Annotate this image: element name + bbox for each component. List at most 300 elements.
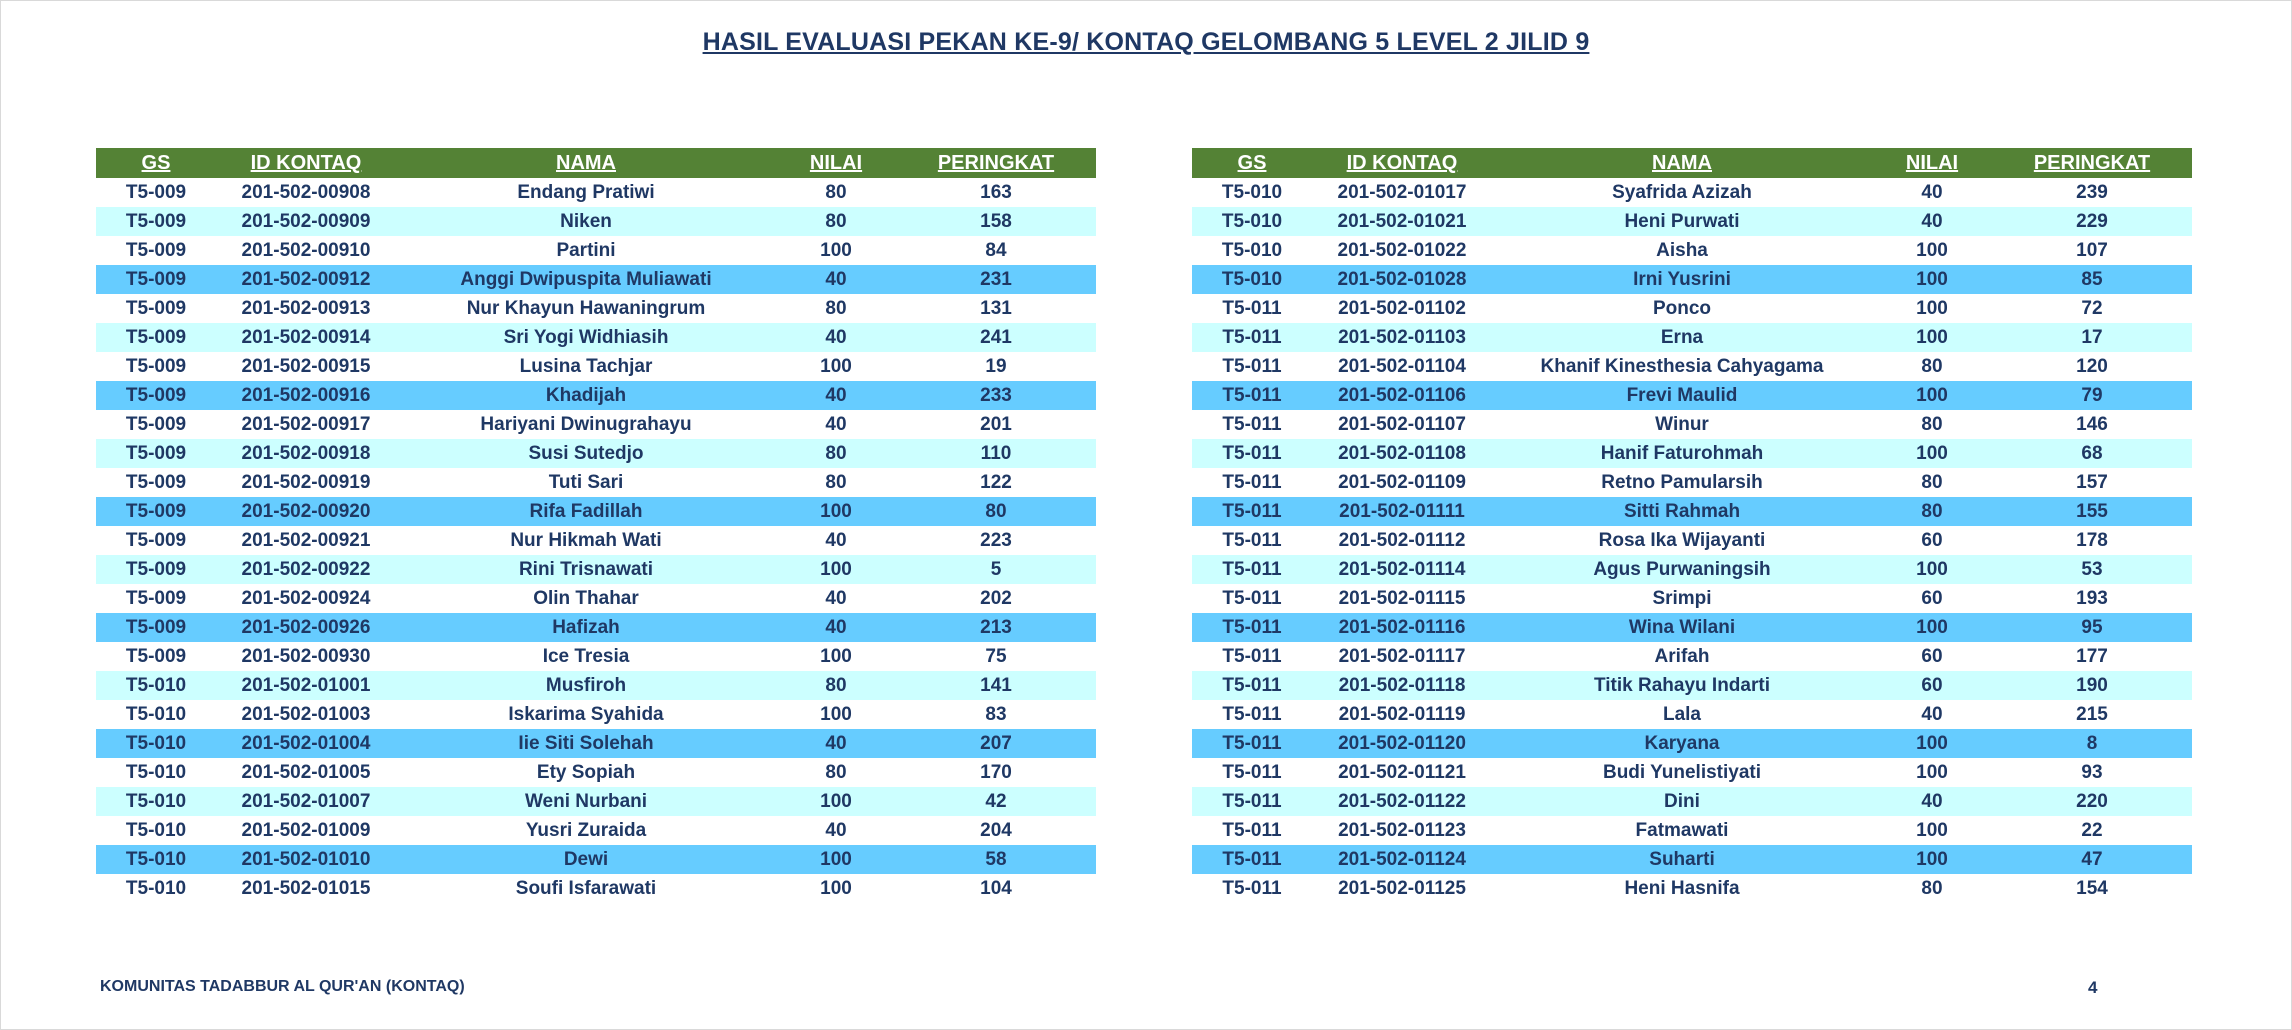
- table-row: [1192, 700, 2192, 729]
- cell-peringkat: 47: [1992, 845, 2192, 874]
- cell-id-kontaq: 201-502-00917: [216, 410, 396, 439]
- cell-nilai: 100: [1872, 381, 1992, 410]
- cell-nama: Yusri Zuraida: [396, 816, 776, 845]
- cell-peringkat: 207: [896, 729, 1096, 758]
- cell-nilai: 100: [1872, 555, 1992, 584]
- table-row: [96, 439, 1096, 468]
- cell-id-kontaq: 201-502-00924: [216, 584, 396, 613]
- cell-nama: Hariyani Dwinugrahayu: [396, 410, 776, 439]
- cell-gs: T5-011: [1192, 381, 1312, 410]
- cell-gs: T5-010: [96, 671, 216, 700]
- cell-gs: T5-011: [1192, 294, 1312, 323]
- cell-id-kontaq: 201-502-00910: [216, 236, 396, 265]
- table-header-row: [1192, 148, 2192, 178]
- cell-peringkat: 110: [896, 439, 1096, 468]
- cell-nilai: 80: [776, 439, 896, 468]
- table-row: [1192, 497, 2192, 526]
- cell-id-kontaq: 201-502-01103: [1312, 323, 1492, 352]
- cell-nama: Ice Tresia: [396, 642, 776, 671]
- cell-nama: Suharti: [1492, 845, 1872, 874]
- cell-nilai: 80: [1872, 874, 1992, 903]
- cell-id-kontaq: 201-502-01007: [216, 787, 396, 816]
- footer-page-number: 4: [2088, 978, 2098, 997]
- cell-peringkat: 193: [1992, 584, 2192, 613]
- cell-nilai: 80: [1872, 497, 1992, 526]
- cell-nama: Endang Pratiwi: [396, 178, 776, 207]
- cell-gs: T5-010: [96, 816, 216, 845]
- cell-peringkat: 58: [896, 845, 1096, 874]
- cell-nama: Sitti Rahmah: [1492, 497, 1872, 526]
- cell-id-kontaq: 201-502-01106: [1312, 381, 1492, 410]
- table-body: [1192, 178, 2192, 903]
- cell-id-kontaq: 201-502-01003: [216, 700, 396, 729]
- table-row: [96, 236, 1096, 265]
- cell-peringkat: 83: [896, 700, 1096, 729]
- table-row: [96, 178, 1096, 207]
- cell-nama: Irni Yusrini: [1492, 265, 1872, 294]
- cell-id-kontaq: 201-502-00921: [216, 526, 396, 555]
- table-row: [1192, 729, 2192, 758]
- cell-nilai: 80: [1872, 468, 1992, 497]
- cell-nilai: 100: [1872, 439, 1992, 468]
- cell-peringkat: 104: [896, 874, 1096, 903]
- cell-gs: T5-010: [96, 787, 216, 816]
- cell-peringkat: 241: [896, 323, 1096, 352]
- cell-nilai: 100: [776, 700, 896, 729]
- cell-gs: T5-009: [96, 265, 216, 294]
- cell-gs: T5-009: [96, 468, 216, 497]
- cell-nilai: 100: [1872, 236, 1992, 265]
- cell-gs: T5-011: [1192, 642, 1312, 671]
- cell-gs: T5-009: [96, 613, 216, 642]
- table-row: [96, 671, 1096, 700]
- cell-nama: Titik Rahayu Indarti: [1492, 671, 1872, 700]
- cell-nilai: 100: [1872, 729, 1992, 758]
- cell-nilai: 100: [776, 555, 896, 584]
- cell-nilai: 40: [776, 265, 896, 294]
- cell-id-kontaq: 201-502-01116: [1312, 613, 1492, 642]
- cell-id-kontaq: 201-502-01114: [1312, 555, 1492, 584]
- cell-nilai: 100: [776, 236, 896, 265]
- cell-peringkat: 170: [896, 758, 1096, 787]
- table-row: [96, 410, 1096, 439]
- cell-peringkat: 202: [896, 584, 1096, 613]
- cell-peringkat: 79: [1992, 381, 2192, 410]
- cell-peringkat: 178: [1992, 526, 2192, 555]
- cell-peringkat: 93: [1992, 758, 2192, 787]
- table-row: [96, 787, 1096, 816]
- cell-gs: T5-009: [96, 294, 216, 323]
- cell-id-kontaq: 201-502-01010: [216, 845, 396, 874]
- cell-nama: Syafrida Azizah: [1492, 178, 1872, 207]
- cell-peringkat: 122: [896, 468, 1096, 497]
- cell-peringkat: 53: [1992, 555, 2192, 584]
- cell-gs: T5-011: [1192, 758, 1312, 787]
- column-header-gs: GS: [96, 148, 216, 178]
- cell-gs: T5-011: [1192, 439, 1312, 468]
- cell-gs: T5-011: [1192, 700, 1312, 729]
- table-row: [96, 555, 1096, 584]
- cell-id-kontaq: 201-502-01111: [1312, 497, 1492, 526]
- cell-gs: T5-009: [96, 526, 216, 555]
- cell-id-kontaq: 201-502-00913: [216, 294, 396, 323]
- table-row: [96, 497, 1096, 526]
- cell-nilai: 80: [776, 178, 896, 207]
- table-row: [1192, 845, 2192, 874]
- cell-peringkat: 157: [1992, 468, 2192, 497]
- cell-nama: Tuti Sari: [396, 468, 776, 497]
- table-row: [1192, 816, 2192, 845]
- cell-gs: T5-009: [96, 178, 216, 207]
- cell-peringkat: 120: [1992, 352, 2192, 381]
- cell-gs: T5-011: [1192, 555, 1312, 584]
- cell-nilai: 40: [776, 584, 896, 613]
- cell-gs: T5-011: [1192, 410, 1312, 439]
- cell-id-kontaq: 201-502-00916: [216, 381, 396, 410]
- column-header-nama: NAMA: [1492, 148, 1872, 178]
- cell-gs: T5-010: [96, 845, 216, 874]
- footer-organization: KOMUNITAS TADABBUR AL QUR'AN (KONTAQ): [100, 978, 465, 995]
- cell-id-kontaq: 201-502-01015: [216, 874, 396, 903]
- cell-gs: T5-011: [1192, 526, 1312, 555]
- cell-gs: T5-009: [96, 642, 216, 671]
- table-row: [96, 584, 1096, 613]
- cell-nama: Dewi: [396, 845, 776, 874]
- cell-gs: T5-010: [96, 729, 216, 758]
- cell-gs: T5-009: [96, 584, 216, 613]
- table-row: [1192, 642, 2192, 671]
- cell-peringkat: 155: [1992, 497, 2192, 526]
- cell-nama: Khadijah: [396, 381, 776, 410]
- table-row: [1192, 584, 2192, 613]
- cell-id-kontaq: 201-502-00926: [216, 613, 396, 642]
- cell-gs: T5-009: [96, 236, 216, 265]
- cell-nama: Erna: [1492, 323, 1872, 352]
- table-row: [96, 729, 1096, 758]
- cell-nama: Olin Thahar: [396, 584, 776, 613]
- cell-peringkat: 154: [1992, 874, 2192, 903]
- cell-nama: Susi Sutedjo: [396, 439, 776, 468]
- cell-gs: T5-010: [1192, 265, 1312, 294]
- cell-peringkat: 42: [896, 787, 1096, 816]
- cell-nama: Rifa Fadillah: [396, 497, 776, 526]
- cell-peringkat: 239: [1992, 178, 2192, 207]
- cell-nilai: 40: [776, 526, 896, 555]
- table-row: [1192, 787, 2192, 816]
- table-row: [96, 758, 1096, 787]
- cell-nama: Weni Nurbani: [396, 787, 776, 816]
- cell-nilai: 60: [1872, 671, 1992, 700]
- table-row: [96, 613, 1096, 642]
- cell-nama: Niken: [396, 207, 776, 236]
- cell-nilai: 80: [1872, 352, 1992, 381]
- cell-peringkat: 75: [896, 642, 1096, 671]
- cell-id-kontaq: 201-502-01021: [1312, 207, 1492, 236]
- cell-nama: Heni Hasnifa: [1492, 874, 1872, 903]
- cell-nilai: 40: [776, 613, 896, 642]
- cell-gs: T5-009: [96, 323, 216, 352]
- table-row: [96, 700, 1096, 729]
- cell-nama: Retno Pamularsih: [1492, 468, 1872, 497]
- cell-peringkat: 177: [1992, 642, 2192, 671]
- cell-gs: T5-011: [1192, 584, 1312, 613]
- cell-id-kontaq: 201-502-01022: [1312, 236, 1492, 265]
- table-row: [1192, 613, 2192, 642]
- cell-id-kontaq: 201-502-01120: [1312, 729, 1492, 758]
- cell-id-kontaq: 201-502-00908: [216, 178, 396, 207]
- cell-peringkat: 229: [1992, 207, 2192, 236]
- cell-id-kontaq: 201-502-00912: [216, 265, 396, 294]
- column-header-id-kontaq: ID KONTAQ: [1312, 148, 1492, 178]
- cell-nama: Heni Purwati: [1492, 207, 1872, 236]
- cell-id-kontaq: 201-502-00930: [216, 642, 396, 671]
- cell-peringkat: 141: [896, 671, 1096, 700]
- cell-nama: Nur Khayun Hawaningrum: [396, 294, 776, 323]
- table-row: [96, 874, 1096, 903]
- cell-gs: T5-009: [96, 410, 216, 439]
- column-header-peringkat: PERINGKAT: [1992, 148, 2192, 178]
- cell-nama: Ponco: [1492, 294, 1872, 323]
- cell-nama: Dini: [1492, 787, 1872, 816]
- cell-nilai: 100: [1872, 758, 1992, 787]
- table-row: [1192, 236, 2192, 265]
- cell-peringkat: 5: [896, 555, 1096, 584]
- cell-gs: T5-011: [1192, 845, 1312, 874]
- table-row: [96, 845, 1096, 874]
- cell-nama: Nur Hikmah Wati: [396, 526, 776, 555]
- cell-gs: T5-011: [1192, 323, 1312, 352]
- cell-peringkat: 84: [896, 236, 1096, 265]
- cell-nilai: 40: [1872, 787, 1992, 816]
- cell-nilai: 40: [776, 729, 896, 758]
- cell-nilai: 100: [1872, 323, 1992, 352]
- cell-nama: Lala: [1492, 700, 1872, 729]
- table-row: [1192, 323, 2192, 352]
- cell-id-kontaq: 201-502-01104: [1312, 352, 1492, 381]
- cell-nilai: 60: [1872, 584, 1992, 613]
- cell-id-kontaq: 201-502-01122: [1312, 787, 1492, 816]
- cell-peringkat: 68: [1992, 439, 2192, 468]
- cell-gs: T5-009: [96, 497, 216, 526]
- cell-peringkat: 85: [1992, 265, 2192, 294]
- cell-gs: T5-010: [1192, 178, 1312, 207]
- cell-id-kontaq: 201-502-01125: [1312, 874, 1492, 903]
- cell-nilai: 100: [776, 787, 896, 816]
- cell-gs: T5-009: [96, 555, 216, 584]
- cell-nama: Soufi Isfarawati: [396, 874, 776, 903]
- table-row: [1192, 410, 2192, 439]
- cell-id-kontaq: 201-502-01119: [1312, 700, 1492, 729]
- table-row: [1192, 381, 2192, 410]
- cell-gs: T5-011: [1192, 352, 1312, 381]
- cell-gs: T5-009: [96, 381, 216, 410]
- cell-id-kontaq: 201-502-01109: [1312, 468, 1492, 497]
- table-row: [96, 352, 1096, 381]
- results-table-left: [96, 148, 1096, 903]
- cell-id-kontaq: 201-502-01123: [1312, 816, 1492, 845]
- table-row: [96, 323, 1096, 352]
- cell-id-kontaq: 201-502-01028: [1312, 265, 1492, 294]
- cell-nilai: 100: [1872, 845, 1992, 874]
- cell-gs: T5-010: [96, 700, 216, 729]
- cell-nilai: 80: [776, 468, 896, 497]
- cell-nama: Iie Siti Solehah: [396, 729, 776, 758]
- cell-peringkat: 8: [1992, 729, 2192, 758]
- table-row: [96, 294, 1096, 323]
- cell-gs: T5-011: [1192, 787, 1312, 816]
- cell-peringkat: 190: [1992, 671, 2192, 700]
- table-row: [96, 265, 1096, 294]
- cell-id-kontaq: 201-502-01112: [1312, 526, 1492, 555]
- cell-gs: T5-011: [1192, 613, 1312, 642]
- table-body: [96, 178, 1096, 903]
- cell-peringkat: 131: [896, 294, 1096, 323]
- table-row: [96, 381, 1096, 410]
- cell-id-kontaq: 201-502-00922: [216, 555, 396, 584]
- cell-nilai: 100: [1872, 294, 1992, 323]
- cell-nama: Lusina Tachjar: [396, 352, 776, 381]
- cell-nilai: 80: [776, 671, 896, 700]
- cell-id-kontaq: 201-502-01102: [1312, 294, 1492, 323]
- cell-nilai: 40: [776, 816, 896, 845]
- cell-nama: Hafizah: [396, 613, 776, 642]
- cell-nilai: 100: [776, 352, 896, 381]
- cell-nama: Hanif Faturohmah: [1492, 439, 1872, 468]
- cell-nilai: 40: [776, 323, 896, 352]
- cell-peringkat: 201: [896, 410, 1096, 439]
- cell-gs: T5-009: [96, 207, 216, 236]
- cell-nama: Rosa Ika Wijayanti: [1492, 526, 1872, 555]
- cell-peringkat: 163: [896, 178, 1096, 207]
- column-header-peringkat: PERINGKAT: [896, 148, 1096, 178]
- cell-id-kontaq: 201-502-01117: [1312, 642, 1492, 671]
- cell-gs: T5-011: [1192, 497, 1312, 526]
- cell-nilai: 100: [776, 845, 896, 874]
- cell-id-kontaq: 201-502-01005: [216, 758, 396, 787]
- column-header-nilai: NILAI: [1872, 148, 1992, 178]
- cell-peringkat: 107: [1992, 236, 2192, 265]
- table-row: [1192, 439, 2192, 468]
- results-table-right: [1192, 148, 2192, 903]
- cell-nama: Anggi Dwipuspita Muliawati: [396, 265, 776, 294]
- cell-nilai: 100: [776, 642, 896, 671]
- table-row: [1192, 555, 2192, 584]
- cell-nama: Musfiroh: [396, 671, 776, 700]
- cell-nilai: 40: [776, 381, 896, 410]
- table-row: [96, 816, 1096, 845]
- cell-peringkat: 231: [896, 265, 1096, 294]
- cell-nilai: 60: [1872, 642, 1992, 671]
- cell-nama: Fatmawati: [1492, 816, 1872, 845]
- cell-id-kontaq: 201-502-01115: [1312, 584, 1492, 613]
- cell-nilai: 100: [776, 874, 896, 903]
- cell-gs: T5-011: [1192, 816, 1312, 845]
- table-row: [96, 468, 1096, 497]
- cell-nilai: 80: [776, 207, 896, 236]
- column-header-nama: NAMA: [396, 148, 776, 178]
- column-header-id-kontaq: ID KONTAQ: [216, 148, 396, 178]
- table-row: [1192, 178, 2192, 207]
- cell-nilai: 100: [776, 497, 896, 526]
- cell-nama: Partini: [396, 236, 776, 265]
- cell-gs: T5-010: [1192, 236, 1312, 265]
- table-row: [1192, 352, 2192, 381]
- cell-id-kontaq: 201-502-00919: [216, 468, 396, 497]
- page-title: HASIL EVALUASI PEKAN KE-9/ KONTAQ GELOMBANG 5 LEVEL 2 JILID 9: [702, 28, 1590, 56]
- table-row: [1192, 526, 2192, 555]
- cell-peringkat: 146: [1992, 410, 2192, 439]
- cell-nilai: 80: [776, 294, 896, 323]
- cell-peringkat: 17: [1992, 323, 2192, 352]
- cell-peringkat: 22: [1992, 816, 2192, 845]
- cell-id-kontaq: 201-502-01107: [1312, 410, 1492, 439]
- cell-nilai: 100: [1872, 613, 1992, 642]
- column-header-gs: GS: [1192, 148, 1312, 178]
- cell-peringkat: 223: [896, 526, 1096, 555]
- cell-peringkat: 95: [1992, 613, 2192, 642]
- cell-nilai: 80: [776, 758, 896, 787]
- column-header-nilai: NILAI: [776, 148, 896, 178]
- cell-peringkat: 213: [896, 613, 1096, 642]
- cell-peringkat: 80: [896, 497, 1096, 526]
- table-row: [96, 207, 1096, 236]
- cell-nama: Khanif Kinesthesia Cahyagama: [1492, 352, 1872, 381]
- cell-id-kontaq: 201-502-00909: [216, 207, 396, 236]
- cell-nama: Wina Wilani: [1492, 613, 1872, 642]
- cell-peringkat: 215: [1992, 700, 2192, 729]
- cell-nama: Iskarima Syahida: [396, 700, 776, 729]
- table-row: [1192, 874, 2192, 903]
- cell-nilai: 100: [1872, 816, 1992, 845]
- table-row: [1192, 468, 2192, 497]
- cell-nilai: 40: [776, 410, 896, 439]
- cell-peringkat: 72: [1992, 294, 2192, 323]
- table-header-row: [96, 148, 1096, 178]
- cell-id-kontaq: 201-502-00915: [216, 352, 396, 381]
- cell-id-kontaq: 201-502-01001: [216, 671, 396, 700]
- cell-nilai: 60: [1872, 526, 1992, 555]
- cell-gs: T5-010: [1192, 207, 1312, 236]
- table-row: [96, 526, 1096, 555]
- cell-id-kontaq: 201-502-01121: [1312, 758, 1492, 787]
- cell-gs: T5-009: [96, 352, 216, 381]
- table-row: [1192, 294, 2192, 323]
- cell-peringkat: 233: [896, 381, 1096, 410]
- cell-nama: Agus Purwaningsih: [1492, 555, 1872, 584]
- cell-nama: Ety Sopiah: [396, 758, 776, 787]
- table-row: [1192, 758, 2192, 787]
- table-row: [1192, 671, 2192, 700]
- cell-nama: Karyana: [1492, 729, 1872, 758]
- cell-peringkat: 204: [896, 816, 1096, 845]
- cell-peringkat: 19: [896, 352, 1096, 381]
- cell-id-kontaq: 201-502-01124: [1312, 845, 1492, 874]
- cell-nama: Sri Yogi Widhiasih: [396, 323, 776, 352]
- cell-nama: Arifah: [1492, 642, 1872, 671]
- cell-nilai: 40: [1872, 700, 1992, 729]
- cell-gs: T5-010: [96, 874, 216, 903]
- cell-id-kontaq: 201-502-01009: [216, 816, 396, 845]
- table-row: [96, 642, 1096, 671]
- cell-nama: Budi Yunelistiyati: [1492, 758, 1872, 787]
- cell-peringkat: 220: [1992, 787, 2192, 816]
- cell-nama: Rini Trisnawati: [396, 555, 776, 584]
- cell-id-kontaq: 201-502-01017: [1312, 178, 1492, 207]
- table-row: [1192, 207, 2192, 236]
- cell-id-kontaq: 201-502-01108: [1312, 439, 1492, 468]
- cell-id-kontaq: 201-502-00918: [216, 439, 396, 468]
- cell-nilai: 100: [1872, 265, 1992, 294]
